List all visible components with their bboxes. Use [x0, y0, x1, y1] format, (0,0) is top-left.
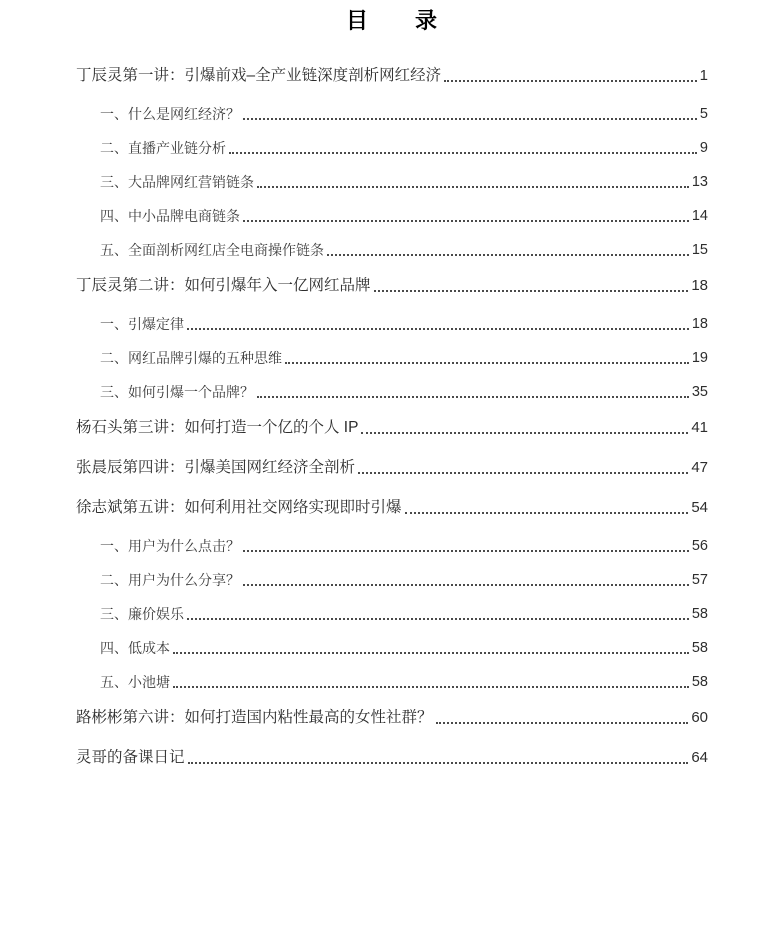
toc-entry — [76, 383, 708, 402]
toc-entry — [76, 673, 708, 692]
page-title: 目 录 — [345, 8, 438, 33]
toc-entry — [76, 605, 708, 624]
toc-entry-page: 18 — [691, 277, 708, 294]
toc-list — [76, 65, 708, 768]
dot-leader — [257, 396, 689, 398]
toc-entry — [76, 349, 708, 368]
dot-leader — [243, 220, 689, 222]
dot-leader — [285, 362, 689, 364]
toc-entry-label: 徐志斌第五讲：如何利用社交网络实现即时引爆 — [76, 499, 402, 516]
toc-entry-label: 三、大品牌网红营销链条 — [100, 174, 254, 190]
toc-entry-label: 丁辰灵第一讲：引爆前戏–全产业链深度剖析网红经济 — [76, 67, 442, 84]
toc-entry — [76, 747, 708, 768]
toc-entry-page: 18 — [691, 316, 708, 332]
dot-leader — [173, 652, 689, 654]
toc-entry-label: 杨石头第三讲：如何打造一个亿的个人 IP — [76, 419, 359, 436]
toc-entry — [76, 173, 708, 192]
toc-entry — [76, 65, 708, 86]
toc-entry-label: 二、用户为什么分享？ — [100, 572, 240, 588]
toc-entry-page: 19 — [691, 350, 708, 366]
toc-entry — [76, 571, 708, 590]
toc-entry-page: 15 — [691, 242, 708, 258]
dot-leader — [188, 762, 689, 764]
dot-leader — [243, 550, 689, 552]
toc-entry-label: 五、全面剖析网红店全电商操作链条 — [100, 242, 324, 258]
toc-entry-label: 四、低成本 — [100, 640, 170, 656]
toc-entry-page: 14 — [691, 208, 708, 224]
toc-entry-page: 47 — [691, 459, 708, 476]
toc-entry-page: 13 — [691, 174, 708, 190]
toc-entry-page: 56 — [691, 538, 708, 554]
toc-entry-label: 一、用户为什么点击？ — [100, 538, 240, 554]
dot-leader — [358, 472, 688, 474]
dot-leader — [444, 80, 697, 82]
dot-leader — [173, 686, 689, 688]
dot-leader — [187, 618, 689, 620]
toc-entry-page: 58 — [691, 640, 708, 656]
toc-entry-label: 四、中小品牌电商链条 — [100, 208, 240, 224]
toc-entry-label: 三、廉价娱乐 — [100, 606, 184, 622]
toc-entry-page: 60 — [691, 709, 708, 726]
toc-entry — [76, 241, 708, 260]
toc-entry — [76, 497, 708, 518]
toc-entry-label: 五、小池塘 — [100, 674, 170, 690]
toc-entry — [76, 315, 708, 334]
toc-entry-page: 5 — [699, 106, 708, 122]
dot-leader — [243, 584, 689, 586]
toc-entry — [76, 707, 708, 728]
dot-leader — [374, 290, 689, 292]
toc-entry-page: 41 — [691, 419, 708, 436]
toc-entry — [76, 207, 708, 226]
dot-leader — [436, 722, 689, 724]
toc-entry-page: 57 — [691, 572, 708, 588]
toc-entry-page: 1 — [699, 67, 708, 84]
toc-entry-label: 二、直播产业链分析 — [100, 140, 226, 156]
toc-entry — [76, 275, 708, 296]
toc-entry-label: 一、引爆定律 — [100, 316, 184, 332]
dot-leader — [229, 152, 697, 154]
toc-entry-page: 64 — [691, 749, 708, 766]
toc-entry-label: 灵哥的备课日记 — [76, 749, 185, 766]
toc-entry — [76, 457, 708, 478]
toc-entry — [76, 417, 708, 438]
dot-leader — [257, 186, 689, 188]
toc-entry — [76, 639, 708, 658]
toc-entry-label: 路彬彬第六讲：如何打造国内粘性最高的女性社群？ — [76, 709, 433, 726]
toc-entry-label: 二、网红品牌引爆的五种思维 — [100, 350, 282, 366]
toc-entry — [76, 105, 708, 124]
dot-leader — [243, 118, 697, 120]
toc-entry-page: 54 — [691, 499, 708, 516]
toc-entry-page: 58 — [691, 674, 708, 690]
dot-leader — [361, 432, 688, 434]
toc-entry-label: 三、如何引爆一个品牌？ — [100, 384, 254, 400]
toc-entry-label: 丁辰灵第二讲：如何引爆年入一亿网红品牌 — [76, 277, 371, 294]
toc-entry — [76, 537, 708, 556]
toc-entry-page: 58 — [691, 606, 708, 622]
toc-entry-label: 一、什么是网红经济？ — [100, 106, 240, 122]
toc-entry-label: 张晨辰第四讲：引爆美国网红经济全剖析 — [76, 459, 356, 476]
dot-leader — [187, 328, 689, 330]
dot-leader — [405, 512, 689, 514]
toc-entry-page: 35 — [691, 384, 708, 400]
toc-entry-page: 9 — [699, 140, 708, 156]
toc-entry — [76, 139, 708, 158]
dot-leader — [327, 254, 689, 256]
